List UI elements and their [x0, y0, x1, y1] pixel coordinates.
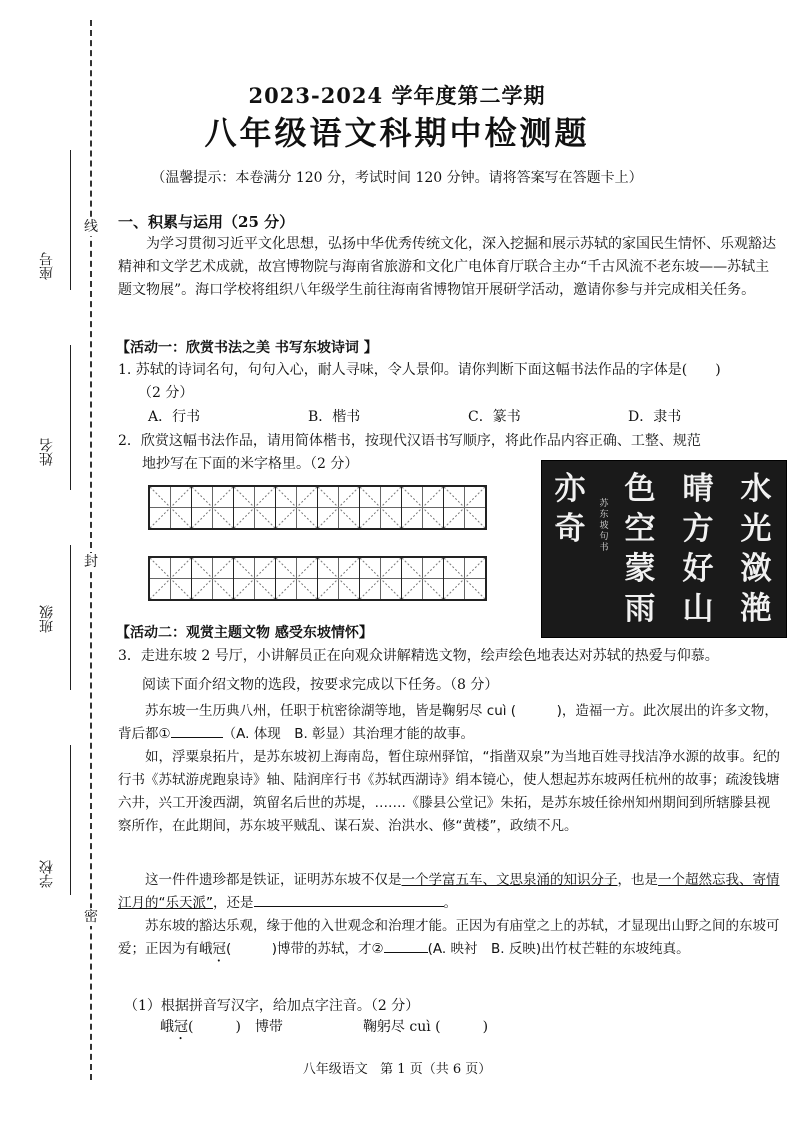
blank-para3[interactable]: [254, 893, 444, 907]
question-2-line2: 地抄写在下面的米字格里。（2 分）: [142, 456, 359, 472]
sub1-word2: 博带: [254, 1019, 283, 1035]
sub1-word1-answer[interactable]: ( ): [188, 1019, 241, 1035]
mizi-cell[interactable]: [444, 558, 485, 599]
mizi-cell[interactable]: [192, 487, 234, 528]
exam-tip: （温馨提示：本卷满分 120 分，考试时间 120 分钟。请将答案写在答题卡上）: [151, 170, 643, 186]
mizi-cell[interactable]: [276, 487, 318, 528]
calligraphy-col-2: 晴方好山: [682, 471, 714, 627]
mizi-cell[interactable]: [192, 558, 234, 599]
sub1-word1-a: 峨: [160, 1019, 174, 1035]
para3-underline-2: 一个超然忘我、寄情江月的“乐天派”: [118, 872, 780, 911]
activity2-title: 【活动二：观赏主题文物 感受东坡情怀】: [116, 625, 373, 641]
mizi-cell[interactable]: [276, 558, 318, 599]
option-a: A．行书: [148, 409, 201, 425]
passage-para-4: [118, 915, 783, 965]
para3-text-b: ，也是: [617, 872, 658, 888]
para4-text-c: (A. 映衬 B. 反映)出竹杖芒鞋的东坡纯真。: [427, 941, 690, 957]
mark-mi: 密: [84, 909, 98, 925]
blank-2[interactable]: [384, 939, 428, 953]
question-3-line1: 3．走进东坡 2 号厅，小讲解员正在向观众讲解精选文物，绘声绘色地表达对苏轼的热爱与仰慕。: [118, 648, 719, 664]
mizi-grid-row-2[interactable]: [148, 556, 487, 601]
school-label: 学校: [39, 860, 55, 888]
para4-dotted-char: 冠: [212, 941, 226, 957]
mizi-cell[interactable]: [234, 558, 276, 599]
passage-para-2: 如，浮粟泉拓片，是苏东坡初上海南岛，暂住琼州驿馆，“指凿双泉”为当地百姓寻找洁净水源的故事。纪的行书《苏轼游虎跑泉诗》轴、陆润庠行书《苏轼西湖诗》绢本镜心，使人想起苏东坡两任杭州的故事；疏浚钱塘六井，兴工开浚西湖，筑留名后世的苏堤，…….《滕县公堂记》朱拓，是苏东坡任徐州知州期间到所辖滕县视察所作，在此期间，苏东坡平贼乱、谋石炭、治洪水、修“黄楼”，政绩不凡。: [118, 749, 780, 834]
mark-feng: 封: [84, 554, 98, 570]
class-fill-line: [70, 545, 71, 690]
option-c: C．篆书: [468, 409, 521, 425]
blank-1[interactable]: [171, 724, 223, 738]
mizi-cell[interactable]: [402, 487, 444, 528]
option-d: D．隶书: [628, 409, 682, 425]
section-intro: 为学习贯彻习近平文化思想，弘扬中华优秀传统文化，深入挖掘和展示苏轼的家国民生情怀、乐观豁达精神和文学艺术成就，故宫博物院与海南省旅游和文化广电体育厅联合主办“千古风流不老东坡——苏轼主题文物展”。海口学校将组织八年级学生前往海南省博物馆开展研学活动，邀请你参与并完成相关任务。: [118, 236, 776, 298]
para3-underline-1: 一个学富五车、文思泉涌的知识分子: [401, 872, 618, 888]
activity1-title: 【活动一：欣赏书法之美 书写东坡诗词 】: [116, 340, 378, 356]
para3-text-c: ，还是: [213, 895, 254, 911]
calligraphy-col-1: 水光潋滟: [740, 471, 772, 627]
question-2-line1: 2．欣赏这幅书法作品，请用简体楷书，按现代汉语书写顺序，将此作品内容正确、工整、规范: [118, 433, 701, 449]
year-line: 2023-2024 学年度第二学期: [248, 83, 546, 108]
question-1: 1. 苏轼的诗词名句，句句入心，耐人寻味，令人景仰。请你判断下面这幅书法作品的字体是( ): [118, 362, 721, 378]
page-footer: [0, 1058, 794, 1077]
calligraphy-image: [541, 460, 787, 638]
class-label: 班级: [39, 605, 55, 633]
footer-page: 第 1 页（共 6 页）: [380, 1062, 492, 1077]
sub-question-1-items: [160, 1016, 760, 1043]
para1-text-b: （A. 体现 B. 彰显）其治理才能的故事。: [222, 726, 475, 742]
para4-text-a: 苏东坡的豁达乐观，缘于他的入世观念和治理才能。正因为有庙堂之上的苏轼，才显现出山野之间的东坡可爱；正因为有峨: [118, 918, 780, 957]
calligraphy-signature: 苏东坡句 书: [599, 499, 609, 553]
section-heading: 一、积累与运用（25 分）: [118, 213, 295, 231]
school-fill-line: [70, 745, 71, 895]
mizi-cell[interactable]: [360, 487, 402, 528]
seat-label: 座号: [39, 252, 55, 280]
para1-text-a: 苏东坡一生历典八州，任职于杭密徐湖等地，皆是鞠躬尽 cuì ( )，造福一方。此次展出的许多文物，背后都①: [118, 703, 778, 742]
mark-xian: 线: [84, 219, 98, 235]
mizi-cell[interactable]: [150, 558, 192, 599]
passage-para-3: [118, 869, 783, 915]
name-fill-line: [70, 345, 71, 490]
mizi-cell[interactable]: [402, 558, 444, 599]
name-label: 姓名: [39, 438, 55, 466]
mizi-cell[interactable]: [234, 487, 276, 528]
calligraphy-col-4: 亦奇: [554, 471, 586, 547]
question-3-line2: 阅读下面介绍文物的选段，按要求完成以下任务。（8 分）: [142, 677, 499, 693]
sub-question-1: （1）根据拼音写汉字，给加点字注音。（2 分）: [124, 998, 420, 1014]
question-1-score: （2 分）: [138, 385, 194, 401]
mizi-cell[interactable]: [150, 487, 192, 528]
footer-subject: 八年级语文: [302, 1062, 368, 1077]
mizi-cell[interactable]: [318, 558, 360, 599]
sub1-word3[interactable]: 鞠躬尽 cuì ( ): [362, 1019, 489, 1035]
calligraphy-col-3: 色空蒙雨: [624, 471, 656, 627]
mizi-cell[interactable]: [318, 487, 360, 528]
mizi-cell[interactable]: [360, 558, 402, 599]
mizi-grid-row-1[interactable]: [148, 485, 487, 530]
page-title: 八年级语文科期中检测题: [204, 114, 590, 152]
mizi-cell[interactable]: [444, 487, 485, 528]
sub1-word1-dotted: 冠: [174, 1019, 188, 1035]
passage-para-1: [118, 700, 783, 746]
para3-text-a: 这一件件遗珍都是铁证，证明苏东坡不仅是: [145, 872, 402, 888]
para3-text-d: 。: [443, 895, 457, 911]
para4-text-b: ( )博带的苏轼，才②: [226, 941, 384, 957]
option-b: B．楷书: [308, 409, 361, 425]
